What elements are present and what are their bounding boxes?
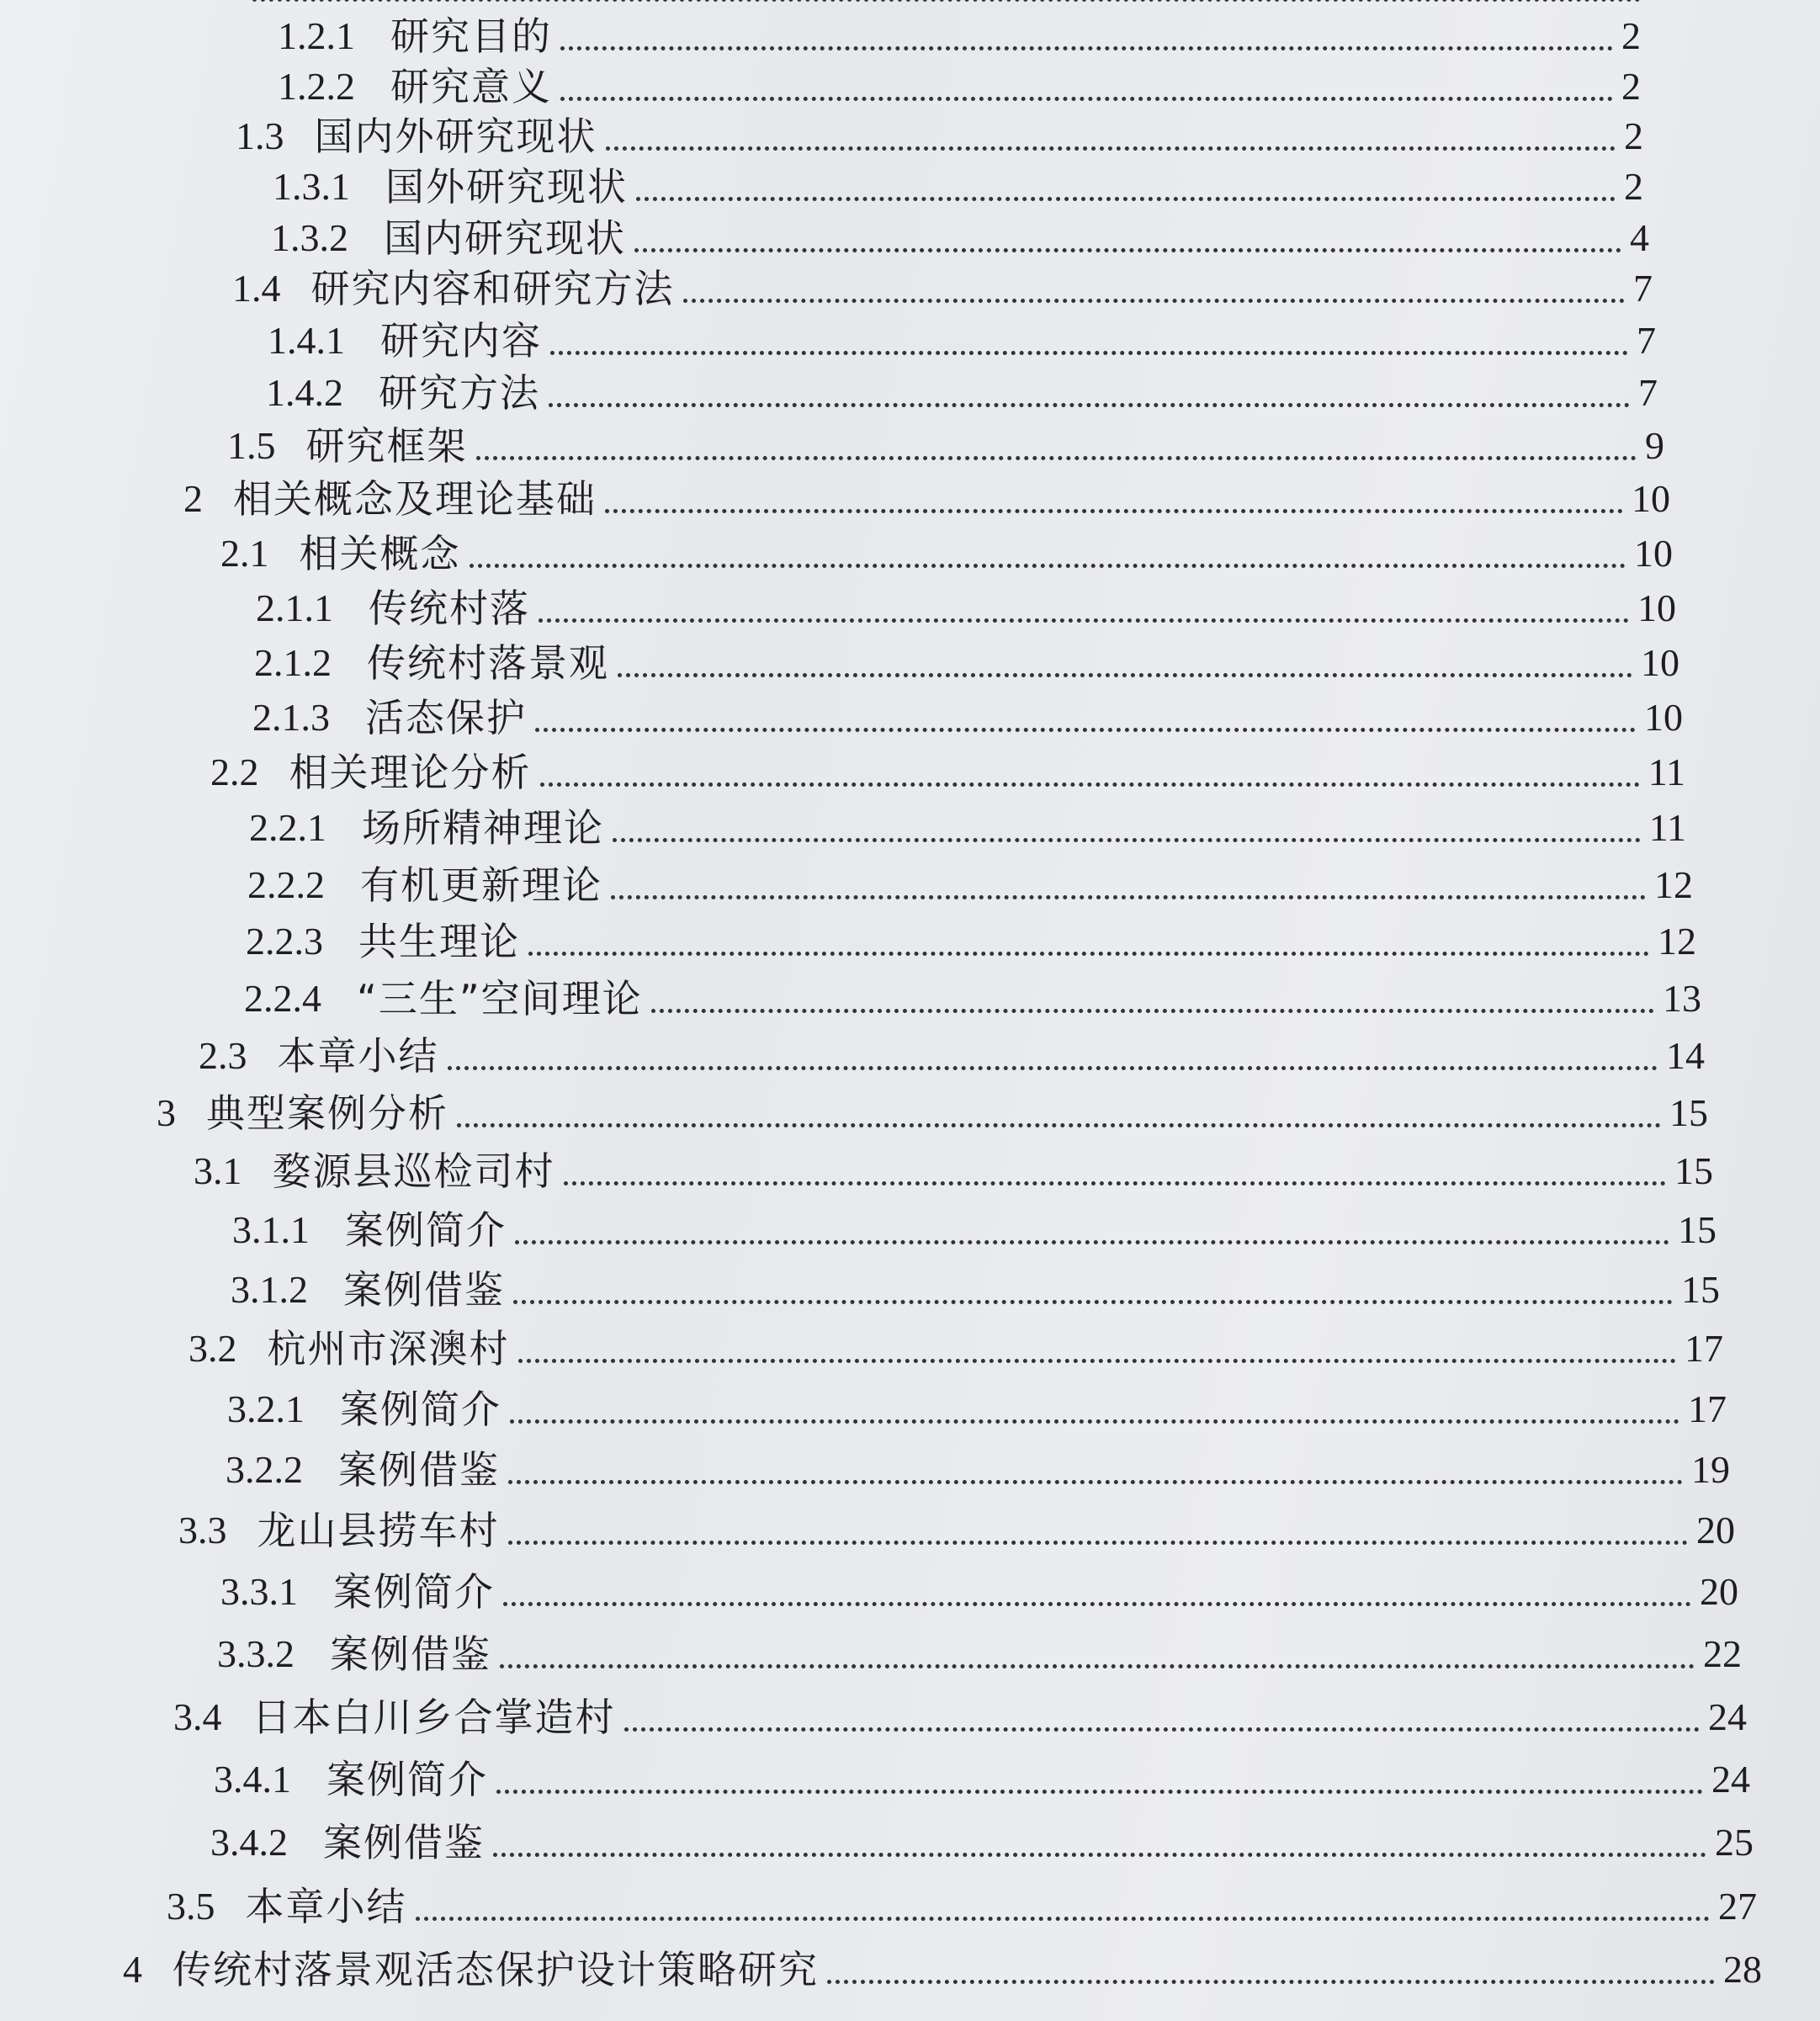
toc-entry-page-number: 15 <box>1669 1091 1708 1134</box>
toc-entry-title: 本章小结 <box>277 1033 439 1079</box>
dot-leader <box>470 564 1626 568</box>
toc-entry-page-number: 7 <box>1637 319 1656 362</box>
dot-leader <box>493 1853 1706 1857</box>
dot-leader <box>535 728 1636 732</box>
dot-leader <box>606 146 1616 151</box>
dot-leader <box>539 618 1629 623</box>
toc-entry-number: 3.4.1 <box>214 1758 291 1801</box>
toc-entry-page-number: 27 <box>1718 1885 1757 1928</box>
toc-entry-title: 杭州市深澳村 <box>267 1326 510 1371</box>
toc-entry-number: 3.3.2 <box>217 1632 294 1675</box>
dot-leader <box>564 1181 1667 1186</box>
toc-entry-title: 案例借鉴 <box>323 1820 485 1865</box>
toc-entry-number: 1.3 <box>236 114 284 157</box>
toc-entry-page-number: 22 <box>1703 1632 1742 1675</box>
toc-entry-number: 3.1.2 <box>231 1268 308 1311</box>
toc-entry-number: 2.1.1 <box>256 586 333 629</box>
toc-entry-number: 2.2.4 <box>244 977 321 1020</box>
toc-entry[interactable] <box>256 586 1676 631</box>
toc-entry-page-number: 4 <box>1630 216 1649 259</box>
toc-entry-number: 1.3.2 <box>271 216 348 259</box>
toc-entry[interactable] <box>226 1447 1730 1493</box>
toc-entry-page-number: 15 <box>1681 1268 1720 1311</box>
toc-entry-title: 研究方法 <box>379 370 540 416</box>
toc-entry[interactable] <box>278 64 1641 109</box>
toc-entry-title: 典型案例分析 <box>206 1090 448 1136</box>
dot-leader <box>518 1359 1677 1363</box>
toc-entry-page-number: 14 <box>1666 1034 1705 1077</box>
toc-entry[interactable] <box>157 1090 1708 1136</box>
toc-entry-title: 相关概念 <box>299 531 461 576</box>
toc-entry-number: 2.2 <box>210 751 259 793</box>
toc-entry-number: 1.3.1 <box>273 165 350 208</box>
toc-entry-title: 相关概念及理论基础 <box>233 476 597 522</box>
toc-entry[interactable] <box>249 805 1686 851</box>
toc-entry-title: 活态保护 <box>365 695 527 740</box>
dot-leader <box>651 1009 1654 1013</box>
dot-leader <box>560 97 1613 101</box>
dot-leader <box>611 895 1646 899</box>
toc-entry-number: 3.2.2 <box>226 1448 303 1491</box>
toc-entry[interactable] <box>254 640 1679 686</box>
toc-entry-page-number: 7 <box>1633 267 1653 310</box>
dot-leader <box>416 1917 1711 1921</box>
toc-entry[interactable] <box>273 164 1643 210</box>
toc-entry[interactable] <box>123 1947 1762 1992</box>
toc-entry-title: 案例简介 <box>340 1387 501 1432</box>
toc-entry-number: 1.4.2 <box>266 371 343 414</box>
toc-entry-number: 3.2 <box>188 1327 237 1370</box>
toc-entry-title: 研究框架 <box>305 423 468 469</box>
toc-entry-page-number: 9 <box>1645 424 1664 467</box>
toc-entry-title: 案例简介 <box>326 1757 488 1802</box>
dot-leader <box>448 1066 1658 1070</box>
toc-entry-page-number: 25 <box>1715 1821 1754 1864</box>
dot-leader <box>510 1419 1679 1424</box>
toc-entry-page-number: 15 <box>1678 1208 1717 1251</box>
toc-entry-number: 2.1 <box>220 532 269 575</box>
toc-entry[interactable] <box>167 1884 1757 1929</box>
dot-leader <box>549 403 1630 407</box>
toc-entry-page-number: 20 <box>1696 1509 1735 1552</box>
dot-leader <box>528 952 1649 956</box>
toc-entry-title: 案例简介 <box>333 1569 495 1615</box>
toc-entry-title: 有机更新理论 <box>360 862 602 908</box>
toc-entry-number: 2.2.2 <box>247 863 325 906</box>
toc-entry-page-number: 10 <box>1637 586 1676 629</box>
toc-entry-number: 1.2.2 <box>278 65 355 108</box>
toc-entry-page-number: 19 <box>1691 1448 1730 1491</box>
toc-entry-title: 研究意义 <box>390 64 552 109</box>
toc-entry-number: 3.4.2 <box>210 1821 288 1864</box>
toc-entry-number: 3.1.1 <box>232 1208 310 1251</box>
toc-entry-page-number: 10 <box>1641 641 1679 684</box>
toc-entry[interactable] <box>220 1569 1738 1615</box>
toc-entry-number: 2.2.3 <box>246 920 323 963</box>
toc-entry-page-number: 10 <box>1644 696 1683 739</box>
toc-entry[interactable] <box>173 1695 1747 1740</box>
dot-leader <box>613 838 1641 842</box>
toc-entry-title: 案例简介 <box>345 1207 507 1253</box>
toc-entry[interactable] <box>244 976 1701 1021</box>
toc-entry[interactable] <box>232 1207 1717 1253</box>
toc-entry[interactable] <box>268 318 1656 363</box>
dot-leader <box>496 1790 1703 1794</box>
toc-entry-title: 研究内容和研究方法 <box>310 266 675 311</box>
toc-entry[interactable] <box>266 370 1658 416</box>
toc-entry-number: 2 <box>183 477 203 520</box>
toc-entry[interactable] <box>246 919 1696 964</box>
toc-entry-title: 日本白川乡合掌造村 <box>252 1695 616 1740</box>
toc-entry[interactable] <box>227 1387 1727 1432</box>
toc-entry-page-number: 2 <box>1624 165 1643 208</box>
toc-entry-title: 场所精神理论 <box>362 805 604 851</box>
toc-entry-page-number: 15 <box>1674 1149 1713 1192</box>
toc-entry-page-number: 2 <box>1624 114 1643 157</box>
toc-entry[interactable] <box>220 531 1673 576</box>
toc-entry-page-number: 13 <box>1663 977 1701 1020</box>
dot-leader <box>634 248 1621 252</box>
cut-off-top-entry <box>252 0 1641 3</box>
toc-entry-title: 传统村落景观活态保护设计策略研究 <box>172 1947 819 1992</box>
toc-entry[interactable] <box>194 1148 1713 1194</box>
toc-entry-number: 3 <box>157 1091 176 1134</box>
toc-entry-title: 婺源县巡检司村 <box>272 1148 555 1194</box>
toc-entry-page-number: 7 <box>1638 371 1658 414</box>
toc-entry-page-number: 20 <box>1700 1570 1738 1613</box>
toc-entry-number: 3.2.1 <box>227 1387 305 1430</box>
dot-leader <box>457 1123 1661 1127</box>
toc-entry[interactable] <box>217 1631 1742 1677</box>
toc-entry-page-number: 2 <box>1621 14 1641 57</box>
dot-leader <box>476 456 1637 460</box>
toc-entry-title: 龙山县捞车村 <box>257 1508 500 1553</box>
dot-leader <box>683 299 1626 303</box>
toc-entry-page-number: 12 <box>1658 920 1696 963</box>
toc-entry-number: 1.2.1 <box>278 14 355 57</box>
dot-leader <box>508 1480 1683 1484</box>
toc-entry-number: 3.1 <box>194 1149 242 1192</box>
toc-entry[interactable] <box>227 423 1664 469</box>
toc-entry-title: “三生”空间理论 <box>357 976 643 1021</box>
toc-entry-page-number: 10 <box>1632 477 1670 520</box>
toc-entry[interactable] <box>188 1326 1723 1371</box>
toc-entry-title: 共生理论 <box>358 919 520 964</box>
toc-entry[interactable] <box>232 266 1653 311</box>
toc-entry-title: 传统村落 <box>369 586 530 631</box>
dot-leader <box>560 46 1613 50</box>
toc-entry-title: 案例借鉴 <box>343 1267 505 1313</box>
toc-entry-title: 本章小结 <box>245 1884 407 1929</box>
toc-entry-page-number: 24 <box>1708 1695 1747 1738</box>
dot-leader <box>827 1980 1715 1984</box>
toc-entry[interactable] <box>247 862 1693 908</box>
toc-entry-number: 3.4 <box>173 1695 222 1738</box>
dot-leader <box>624 1727 1701 1732</box>
dot-leader <box>540 782 1640 787</box>
dot-leader <box>513 1300 1673 1304</box>
dot-leader <box>550 351 1628 355</box>
dot-leader <box>618 673 1632 677</box>
toc-entry[interactable] <box>236 114 1643 159</box>
toc-entry-title: 国外研究现状 <box>385 164 628 210</box>
toc-entry-number: 1.4 <box>232 267 281 310</box>
dot-leader <box>508 1541 1689 1545</box>
toc-entry-page-number: 11 <box>1648 806 1686 849</box>
toc-entry[interactable] <box>178 1508 1735 1553</box>
toc-entry-number: 2.1.2 <box>254 641 332 684</box>
toc-entry-number: 2.2.1 <box>249 806 326 849</box>
toc-entry-page-number: 10 <box>1634 532 1673 575</box>
toc-entry[interactable] <box>199 1033 1705 1079</box>
toc-entry-title: 国内研究现状 <box>384 215 626 261</box>
toc-entry[interactable] <box>231 1267 1720 1313</box>
dot-leader <box>503 1602 1691 1606</box>
dot-leader <box>636 197 1616 201</box>
toc-entry-number: 2.1.3 <box>252 696 330 739</box>
toc-entry-number: 1.4.1 <box>268 319 345 362</box>
toc-entry[interactable] <box>183 476 1670 522</box>
toc-entry-title: 国内外研究现状 <box>314 114 597 159</box>
toc-entry[interactable] <box>210 1820 1754 1865</box>
toc-entry-number: 4 <box>123 1948 142 1991</box>
toc-entry-title: 传统村落景观 <box>367 640 609 686</box>
toc-entry[interactable] <box>214 1757 1750 1802</box>
toc-entry-number: 3.3.1 <box>220 1570 298 1613</box>
toc-entry-title: 案例借鉴 <box>330 1631 491 1677</box>
toc-entry-page-number: 28 <box>1723 1948 1762 1991</box>
toc-entry[interactable] <box>210 750 1685 795</box>
toc-entry-title: 相关理论分析 <box>289 750 532 795</box>
toc-entry-page-number: 11 <box>1648 751 1685 793</box>
toc-entry-page-number: 2 <box>1621 65 1641 108</box>
dot-leader <box>605 509 1623 513</box>
dot-leader <box>500 1664 1695 1668</box>
toc-entry-number: 3.3 <box>178 1509 227 1552</box>
dot-leader <box>515 1240 1669 1244</box>
toc-entry[interactable] <box>252 695 1683 740</box>
toc-entry[interactable] <box>271 215 1649 261</box>
toc-entry-title: 研究内容 <box>380 318 542 363</box>
toc-entry-page-number: 12 <box>1654 863 1693 906</box>
toc-entry-title: 案例借鉴 <box>338 1447 500 1493</box>
toc-entry-number: 1.5 <box>227 424 276 467</box>
toc-entry-number: 3.5 <box>167 1885 215 1928</box>
toc-entry-title: 研究目的 <box>390 13 552 59</box>
toc-entry-page-number: 17 <box>1685 1327 1723 1370</box>
toc-entry-number: 2.3 <box>199 1034 247 1077</box>
toc-entry-page-number: 24 <box>1711 1758 1750 1801</box>
toc-entry-page-number: 17 <box>1688 1387 1727 1430</box>
toc-entry[interactable] <box>278 13 1641 59</box>
